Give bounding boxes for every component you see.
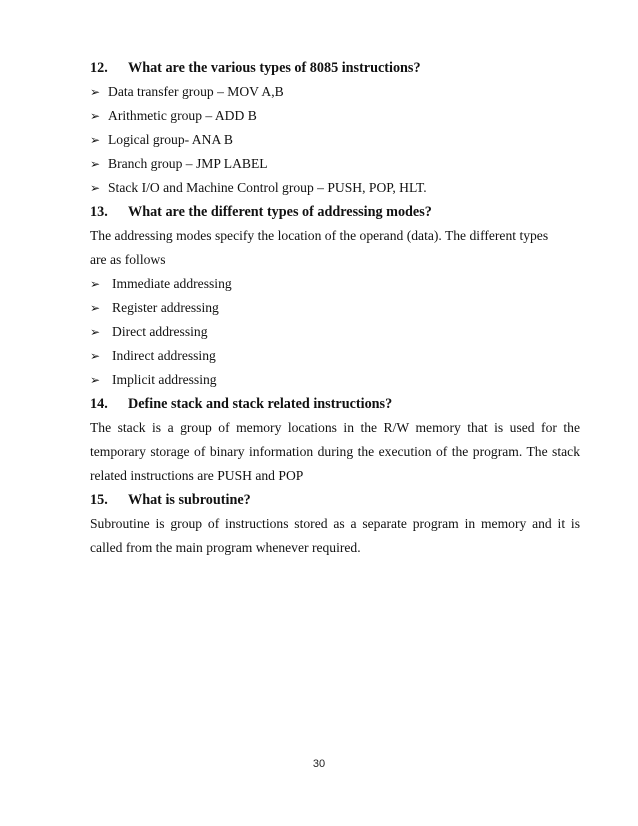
arrow-bullet-icon: ➢ xyxy=(90,133,101,147)
list-item xyxy=(90,176,580,200)
question-title: What are the different types of addressing modes? xyxy=(128,204,432,220)
list-item-text: Immediate addressing xyxy=(112,276,232,291)
arrow-bullet-icon: ➢ xyxy=(90,277,101,291)
question-title: Define stack and stack related instructions? xyxy=(128,396,393,412)
paragraph-line: are as follows xyxy=(90,252,166,267)
list-item-text: Arithmetic group – ADD B xyxy=(108,108,257,123)
arrow-bullet-icon: ➢ xyxy=(90,85,101,99)
document-page xyxy=(90,56,580,560)
list-item-text: Indirect addressing xyxy=(112,348,216,363)
list-item-text: Register addressing xyxy=(112,300,219,315)
arrow-bullet-icon: ➢ xyxy=(90,109,101,123)
list-item xyxy=(90,272,580,296)
list-item-text: Implicit addressing xyxy=(112,372,217,387)
question-title: What is subroutine? xyxy=(128,492,251,508)
list-item-text: Direct addressing xyxy=(112,324,208,339)
arrow-bullet-icon: ➢ xyxy=(90,325,101,339)
list-item xyxy=(90,128,580,152)
question-15-heading xyxy=(90,488,580,512)
list-item xyxy=(90,152,580,176)
list-item-text: Logical group- ANA B xyxy=(108,132,233,147)
arrow-bullet-icon: ➢ xyxy=(90,349,101,363)
paragraph-line: The addressing modes specify the location of the operand (data). The different types xyxy=(90,228,549,243)
list-item xyxy=(90,320,580,344)
answer-paragraph: Subroutine is group of instructions stored as a separate program in memory and it is called from the main program whenever required. xyxy=(90,516,580,555)
arrow-bullet-icon: ➢ xyxy=(90,301,101,315)
question-number: 14. xyxy=(90,396,108,412)
question-number: 13. xyxy=(90,204,108,220)
list-item xyxy=(90,296,580,320)
list-item-text: Branch group – JMP LABEL xyxy=(108,156,268,171)
arrow-bullet-icon: ➢ xyxy=(90,157,101,171)
list-item-text: Data transfer group – MOV A,B xyxy=(108,84,284,99)
answer-paragraph: The stack is a group of memory locations in the R/W memory that is used for the temporary storage of binary information during the execution of the program. The stack related instructions are PUSH and POP xyxy=(90,420,580,483)
list-item xyxy=(90,80,580,104)
question-number: 15. xyxy=(90,492,108,508)
question-title: What are the various types of 8085 instructions? xyxy=(128,60,421,76)
list-item xyxy=(90,104,580,128)
arrow-bullet-icon: ➢ xyxy=(90,373,101,387)
list-item-text: Stack I/O and Machine Control group – PUSH, POP, HLT. xyxy=(108,180,427,195)
arrow-bullet-icon: ➢ xyxy=(90,181,101,195)
list-item xyxy=(90,344,580,368)
list-item xyxy=(90,368,580,392)
question-13-heading xyxy=(90,200,580,224)
question-12-heading xyxy=(90,56,580,80)
question-14-heading xyxy=(90,392,580,416)
question-number: 12. xyxy=(90,60,108,76)
page-number: 30 xyxy=(312,758,326,770)
